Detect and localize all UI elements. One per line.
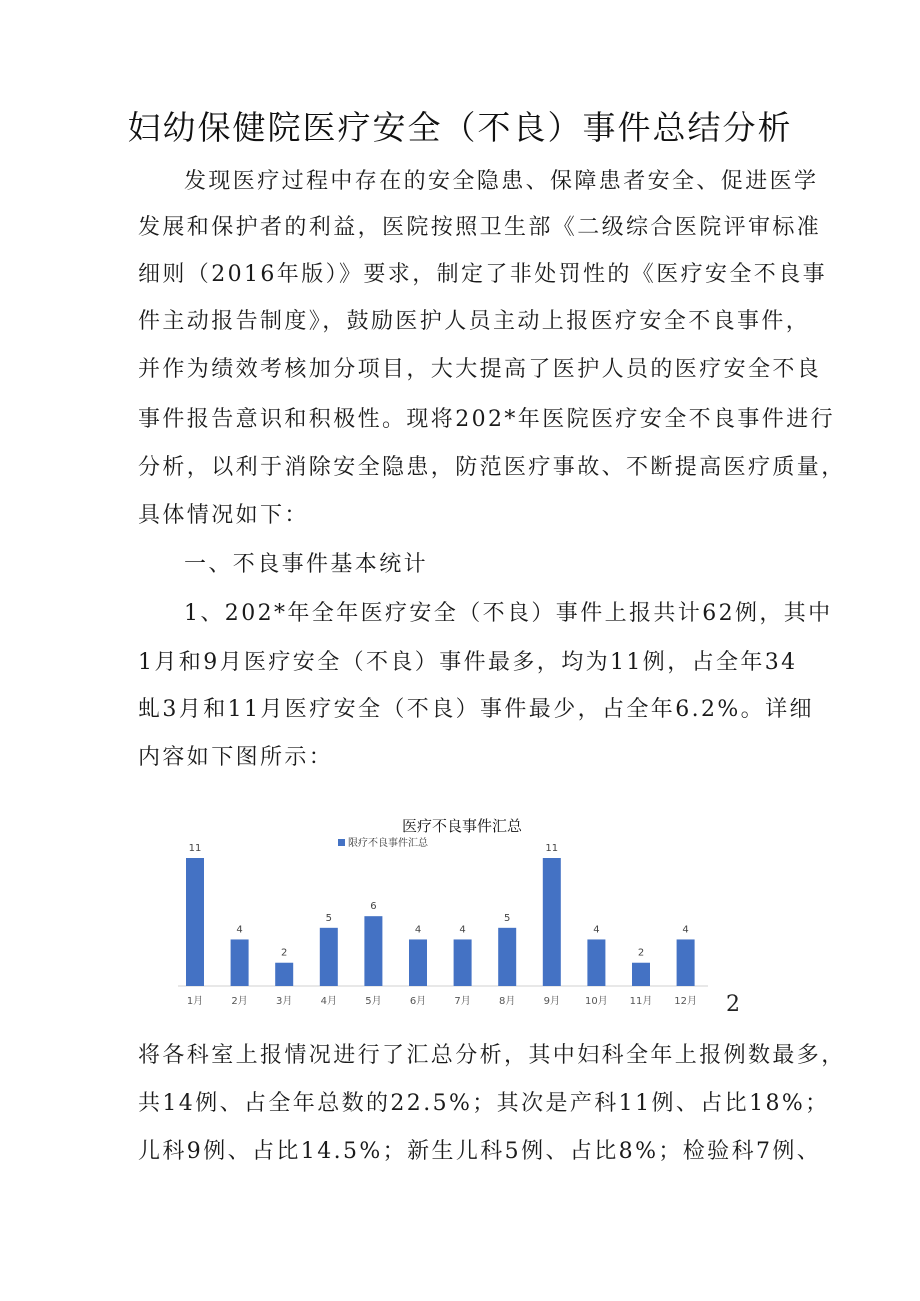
data-label: 4 xyxy=(236,924,243,936)
x-tick-label: 5月 xyxy=(365,996,382,1007)
section-heading: 一、不良事件基本统计 xyxy=(184,552,429,577)
bar-chart-svg xyxy=(168,812,728,1024)
x-tick-label: 1月 xyxy=(186,996,204,1007)
x-tick-label: 4月 xyxy=(320,996,337,1007)
item-line: 1月和9月医疗安全（不良）事件最多，均为11例，占全年34 xyxy=(138,650,798,675)
paragraph-line: 细则（2016年版）》要求，制定了非处罚性的《医疗安全不良事 xyxy=(138,262,827,287)
legend-label: 限疗不良事件汇总 xyxy=(348,838,428,849)
paragraph-line: 具体情况如下： xyxy=(138,503,309,528)
data-label: 4 xyxy=(414,924,422,936)
data-label: 5 xyxy=(504,912,511,924)
x-tick-label: 6月 xyxy=(409,996,427,1007)
data-label: 11 xyxy=(188,843,202,854)
item-line: 虬3月和11月医疗安全（不良）事件最少，占全年6.2%。详细 xyxy=(138,697,814,722)
x-tick-label: 3月 xyxy=(276,996,293,1007)
x-tick-label: 11月 xyxy=(629,996,653,1007)
x-tick-label: 8月 xyxy=(499,996,516,1007)
paragraph-line: 儿科9例、占比14.5%；新生儿科5例、占比8%；检验科7例、 xyxy=(138,1139,822,1164)
bar-7 xyxy=(454,939,472,986)
data-label: 2 xyxy=(637,947,645,959)
bar-11 xyxy=(632,963,650,986)
bar-1 xyxy=(186,858,204,986)
paragraph-line: 并作为绩效考核加分项目，大大提高了医护人员的医疗安全不良 xyxy=(138,357,822,382)
bar-4 xyxy=(320,928,338,986)
data-label: 5 xyxy=(325,912,332,924)
x-tick-label: 2月 xyxy=(231,996,248,1007)
bar-2 xyxy=(231,939,249,986)
paragraph-line: 将各科室上报情况进行了汇总分析，其中妇科全年上报例数最多， xyxy=(138,1043,846,1068)
chart-title: 医疗不良事件汇总 xyxy=(401,817,523,835)
paragraph-line: 发展和保护者的利益，医院按照卫生部《二级综合医院评审标准 xyxy=(138,215,822,240)
x-tick-label: 9月 xyxy=(543,996,560,1007)
data-label: 4 xyxy=(682,924,689,936)
data-label: 4 xyxy=(593,924,600,936)
bar-8 xyxy=(498,928,516,986)
paragraph-line: 事件报告意识和积极性。现将202*年医院医疗安全不良事件进行 xyxy=(138,407,835,432)
item-line: 1、202*年全年医疗安全（不良）事件上报共计62例，其中 xyxy=(184,601,833,626)
paragraph-line: 共14例、占全年总数的22.5%；其次是产科11例、占比18%； xyxy=(138,1091,830,1116)
x-tick-label: 10月 xyxy=(585,996,608,1007)
page-number: 2 xyxy=(726,992,740,1017)
paragraph-line: 分析，以利于消除安全隐患，防范医疗事故、不断提高医疗质量， xyxy=(138,455,846,480)
legend-swatch xyxy=(338,839,345,846)
bar-10 xyxy=(587,939,605,986)
bar-3 xyxy=(275,963,293,986)
monthly-events-chart xyxy=(168,812,728,1024)
paragraph-line: 件主动报告制度》，鼓励医护人员主动上报医疗安全不良事件， xyxy=(138,309,811,334)
bar-9 xyxy=(543,858,561,986)
data-label: 2 xyxy=(281,947,288,959)
data-label: 4 xyxy=(459,924,466,936)
data-label: 6 xyxy=(370,901,377,913)
data-label: 11 xyxy=(545,843,559,854)
page-title: 妇幼保健院医疗安全（不良）事件总结分析 xyxy=(127,108,793,147)
x-tick-label: 12月 xyxy=(674,996,697,1007)
bar-12 xyxy=(677,939,695,986)
item-line: 内容如下图所示： xyxy=(138,745,334,770)
paragraph-line: 发现医疗过程中存在的安全隐患、保障患者安全、促进医学 xyxy=(184,169,819,194)
x-tick-label: 7月 xyxy=(454,996,471,1007)
bar-5 xyxy=(364,916,382,986)
bar-6 xyxy=(409,939,427,986)
